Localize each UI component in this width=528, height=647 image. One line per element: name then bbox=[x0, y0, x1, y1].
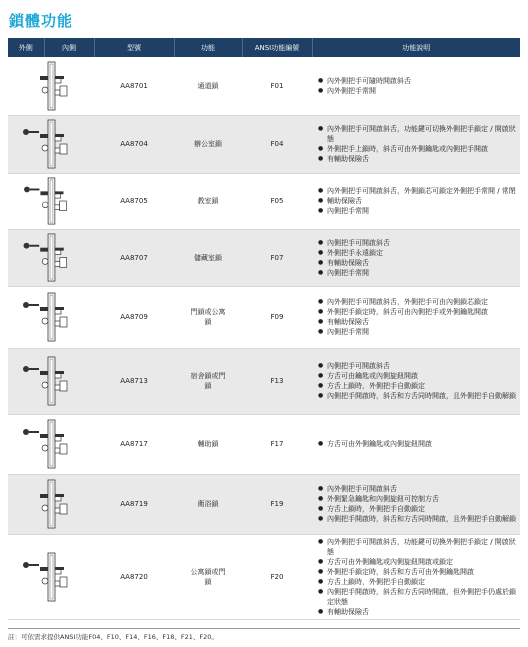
page-title: 鎖體功能 bbox=[9, 12, 74, 30]
model-cell: AA8701 bbox=[94, 57, 174, 115]
header-description: 功能說明 bbox=[312, 38, 520, 57]
description-item: ● 有輔助保險舌 bbox=[318, 317, 516, 327]
description-item: ● 內側把手常開 bbox=[318, 268, 516, 278]
lock-figure-cell bbox=[8, 348, 94, 414]
function-cell: 通道鎖 bbox=[174, 57, 242, 115]
function-cell: 儲藏室鎖 bbox=[174, 229, 242, 286]
description-item: ● 有輔助保險舌 bbox=[318, 607, 516, 617]
model-cell: AA8719 bbox=[94, 474, 174, 534]
header-model: 型號 bbox=[94, 38, 174, 57]
model-cell: AA8720 bbox=[94, 534, 174, 619]
description-item: ● 方舌上鎖時，外側把手自動鎖定 bbox=[318, 577, 516, 587]
header-outside: 外側 bbox=[8, 38, 44, 57]
header-ansi: ANSI功能編號 bbox=[242, 38, 312, 57]
table-row bbox=[8, 115, 520, 173]
lock-diagram-icon bbox=[8, 232, 94, 283]
lock-diagram-icon bbox=[8, 478, 94, 530]
function-cell: 輔助鎖 bbox=[174, 414, 242, 474]
ansi-cell: F01 bbox=[242, 57, 312, 115]
divider bbox=[8, 628, 520, 629]
table-row bbox=[8, 57, 520, 115]
description-item: ● 輔助保險舌 bbox=[318, 196, 516, 206]
description-cell bbox=[312, 534, 520, 619]
ansi-cell: F20 bbox=[242, 534, 312, 619]
description-item: ● 內外側把手可開啟斜舌，功能鍵可切換外側把手鎖定 / 開啟狀態 bbox=[318, 124, 516, 144]
description-cell bbox=[312, 115, 520, 173]
description-item: ● 內側把手常開 bbox=[318, 327, 516, 337]
ansi-cell: F19 bbox=[242, 474, 312, 534]
table-row bbox=[8, 286, 520, 348]
description-item: ● 內側把手可開啟斜舌 bbox=[318, 238, 516, 248]
description-item: ● 內側把手開啟時，斜舌和方舌同時開啟，且外側把手自動解鎖 bbox=[318, 391, 516, 401]
model-cell: AA8709 bbox=[94, 286, 174, 348]
ansi-cell: F07 bbox=[242, 229, 312, 286]
header-function: 功能 bbox=[174, 38, 242, 57]
description-item: ● 外側把手鎖定時，斜舌和方舌可由外側鑰匙開啟 bbox=[318, 567, 516, 577]
model-cell: AA8713 bbox=[94, 348, 174, 414]
lock-figure-cell bbox=[8, 173, 94, 229]
ansi-cell: F04 bbox=[242, 115, 312, 173]
function-cell: 宿舍鎖或門鎖 bbox=[174, 348, 242, 414]
description-cell bbox=[312, 348, 520, 414]
description-item: ● 內外側把手可開啟斜舌 bbox=[318, 484, 516, 494]
description-item: ● 方舌可由鑰匙或內側旋鈕開啟 bbox=[318, 371, 516, 381]
lock-figure-cell bbox=[8, 286, 94, 348]
description-item: ● 方舌可由外側鑰匙或內側旋鈕開啟或鎖定 bbox=[318, 557, 516, 567]
lock-diagram-icon bbox=[8, 118, 94, 170]
description-item: ● 外側緊急鑰匙和內側旋鈕可控制方舌 bbox=[318, 494, 516, 504]
description-item: ● 有輔助保險舌 bbox=[318, 154, 516, 164]
table-row bbox=[8, 229, 520, 286]
description-item: ● 內外側把手可開啟斜舌，外側把手可由內側鎖芯鎖定 bbox=[318, 297, 516, 307]
lock-figure-cell bbox=[8, 474, 94, 534]
description-item: ● 方舌可由外側鑰匙或內側旋鈕開啟 bbox=[318, 439, 516, 449]
ansi-cell: F05 bbox=[242, 173, 312, 229]
table-row bbox=[8, 534, 520, 619]
description-item: ● 方舌上鎖時，外側把手自動鎖定 bbox=[318, 381, 516, 391]
table-row bbox=[8, 348, 520, 414]
model-cell: AA8717 bbox=[94, 414, 174, 474]
footnote: 註：可依需求提供ANSI功能F04、F10、F14、F16、F18、F21、F20。 bbox=[8, 633, 218, 641]
function-cell: 衛浴鎖 bbox=[174, 474, 242, 534]
description-item: ● 外側把手鎖定時，斜舌可由內側把手或外側鑰匙開啟 bbox=[318, 307, 516, 317]
lock-diagram-icon bbox=[8, 176, 94, 226]
lock-diagram-icon bbox=[8, 291, 94, 343]
description-cell bbox=[312, 474, 520, 534]
table-row bbox=[8, 474, 520, 534]
model-cell: AA8707 bbox=[94, 229, 174, 286]
function-cell: 公寓鎖或門鎖 bbox=[174, 534, 242, 619]
lock-function-table bbox=[8, 38, 520, 620]
lock-figure-cell bbox=[8, 534, 94, 619]
description-item: ● 內外側把手可隨時開啟斜舌 bbox=[318, 76, 516, 86]
description-item: ● 內側把手開啟時，斜舌和方舌同時開啟，且外側把手自動解鎖 bbox=[318, 514, 516, 524]
function-cell: 教室鎖 bbox=[174, 173, 242, 229]
lock-figure-cell bbox=[8, 57, 94, 115]
ansi-cell: F13 bbox=[242, 348, 312, 414]
ansi-cell: F17 bbox=[242, 414, 312, 474]
description-cell bbox=[312, 414, 520, 474]
function-cell: 辦公室鎖 bbox=[174, 115, 242, 173]
ansi-cell: F09 bbox=[242, 286, 312, 348]
lock-figure-cell bbox=[8, 115, 94, 173]
description-item: ● 內側把手可開啟斜舌 bbox=[318, 361, 516, 371]
table-header-row bbox=[8, 38, 520, 57]
description-item: ● 方舌上鎖時，外側把手自動鎖定 bbox=[318, 504, 516, 514]
description-item: ● 內外側把手常開 bbox=[318, 86, 516, 96]
description-item: ● 內外側把手可開啟斜舌，外側鎖芯可鎖定外側把手常開 / 常閉 bbox=[318, 186, 516, 196]
model-cell: AA8704 bbox=[94, 115, 174, 173]
lock-figure-cell bbox=[8, 414, 94, 474]
header-inside: 內側 bbox=[44, 38, 94, 57]
function-cell: 門鎖或公寓鎖 bbox=[174, 286, 242, 348]
description-cell bbox=[312, 173, 520, 229]
description-cell bbox=[312, 286, 520, 348]
description-item: ● 外側把手永遠鎖定 bbox=[318, 248, 516, 258]
lock-diagram-icon bbox=[8, 355, 94, 407]
description-item: ● 內外側把手可開啟斜舌，功能鍵可切換外側把手鎖定 / 開啟狀態 bbox=[318, 537, 516, 557]
table-row bbox=[8, 414, 520, 474]
table-row bbox=[8, 173, 520, 229]
lock-diagram-icon bbox=[8, 418, 94, 470]
description-cell bbox=[312, 57, 520, 115]
description-item: ● 外側把手上鎖時，斜舌可由外側鑰匙或內側把手開啟 bbox=[318, 144, 516, 154]
description-cell bbox=[312, 229, 520, 286]
description-item: ● 內側把手常開 bbox=[318, 206, 516, 216]
lock-diagram-icon bbox=[8, 551, 94, 603]
model-cell: AA8705 bbox=[94, 173, 174, 229]
lock-figure-cell bbox=[8, 229, 94, 286]
description-item: ● 有輔助保險舌 bbox=[318, 258, 516, 268]
lock-diagram-icon bbox=[8, 60, 94, 112]
description-item: ● 內側把手開啟時，斜舌和方舌同時開啟，但外側把手仍處於鎖定狀態 bbox=[318, 587, 516, 607]
